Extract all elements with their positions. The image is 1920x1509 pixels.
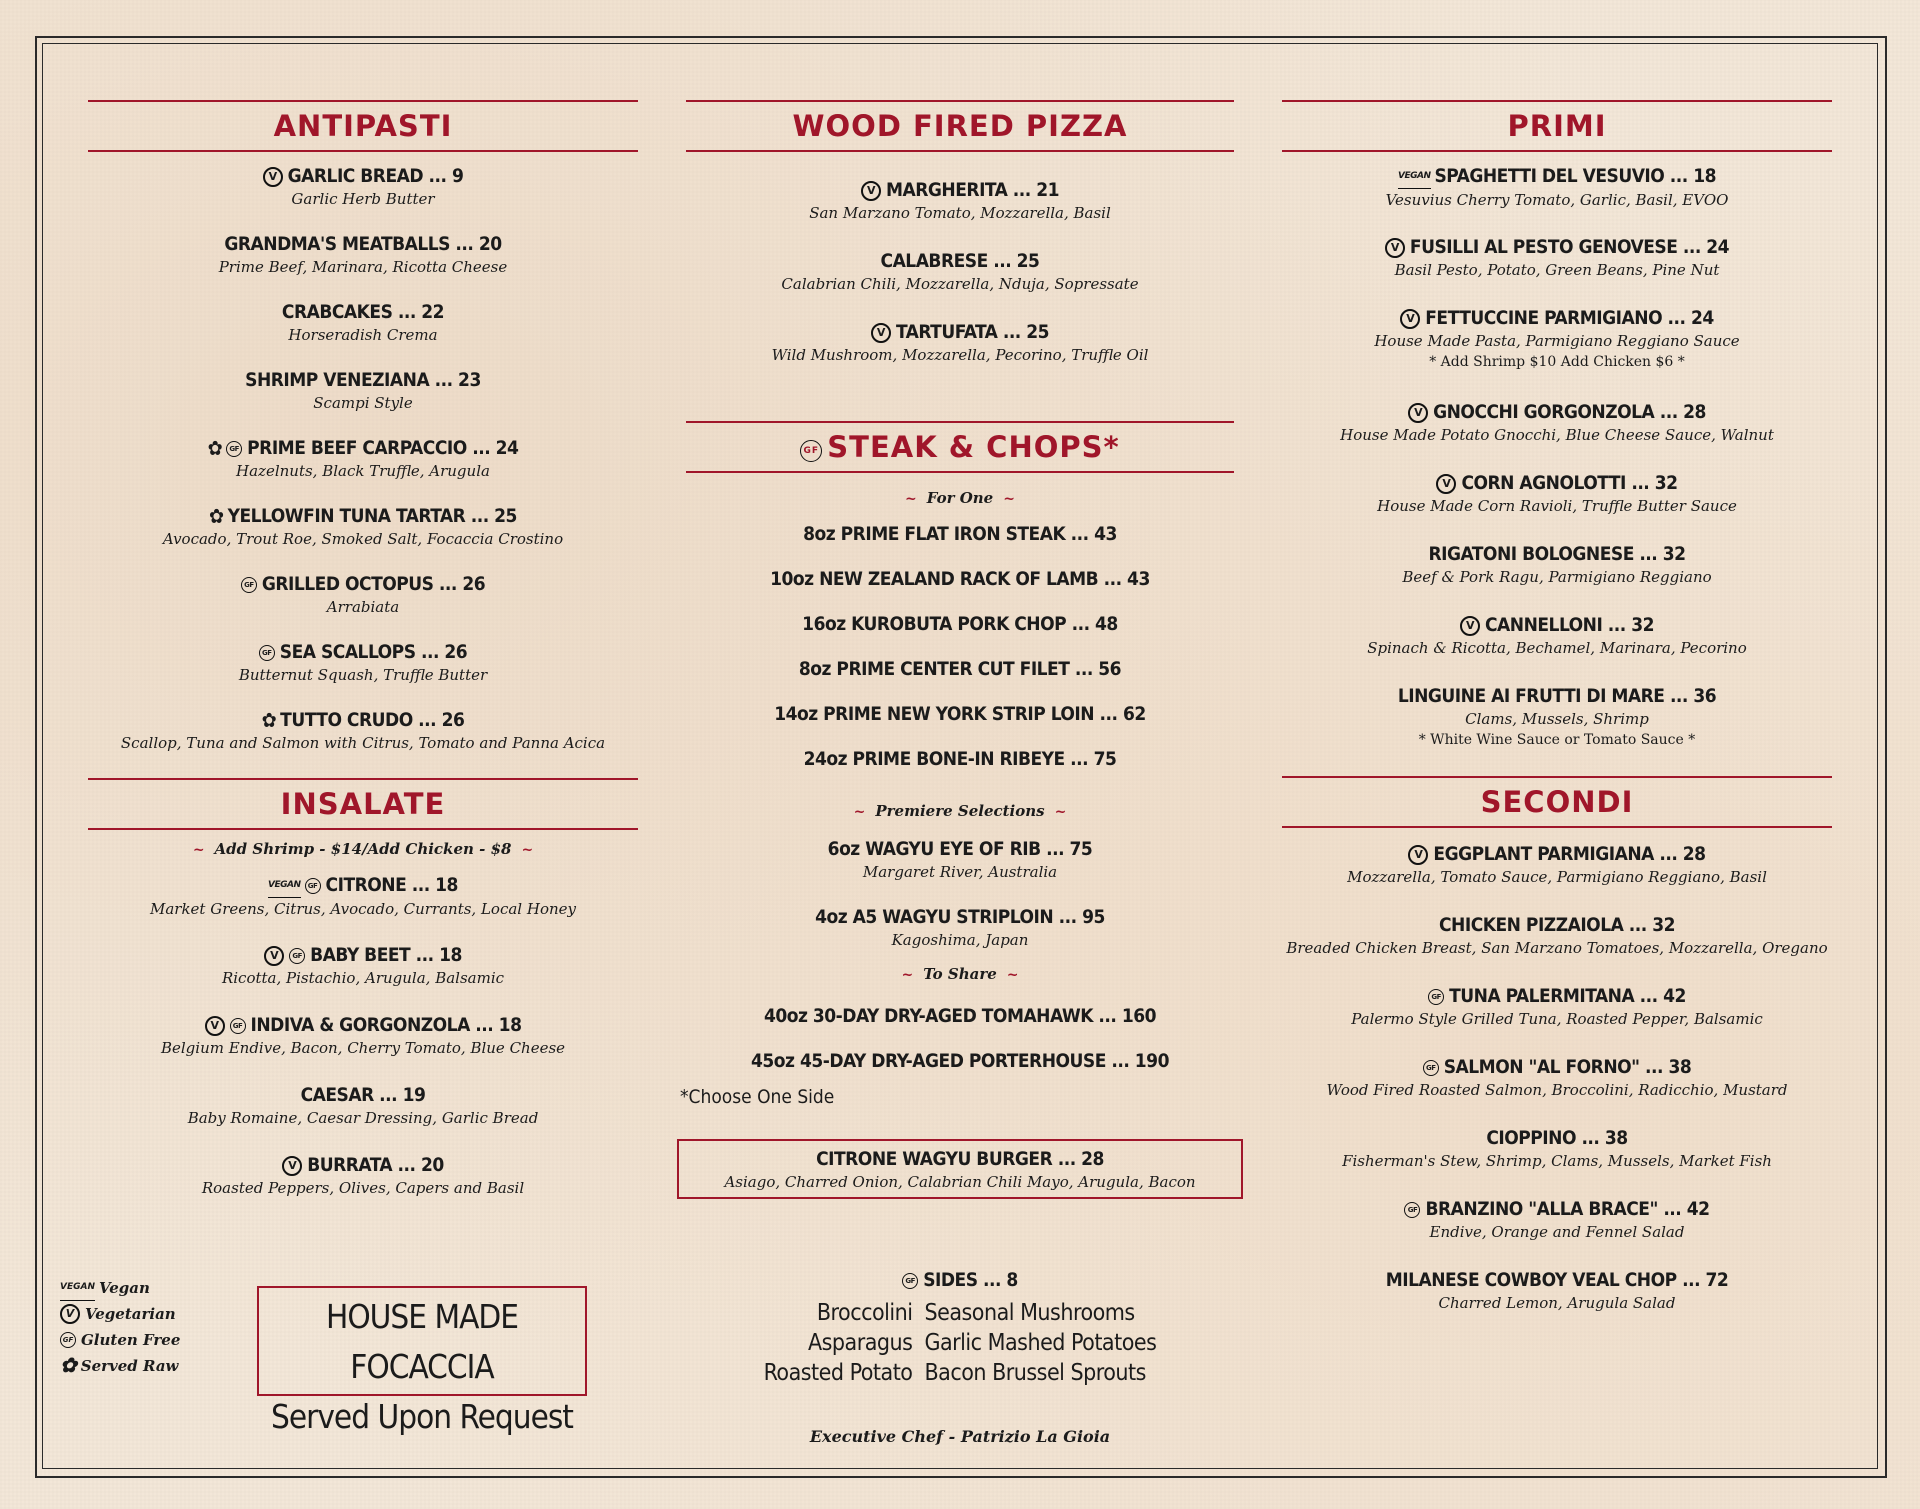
steak-header [686,421,1234,473]
left-column [88,100,638,1223]
menu-item: MILANESE COWBOY VEAL CHOP ... 72 Charred Lemon, Arugula Salad [1385,1269,1729,1312]
vegetarian-icon: V [861,181,881,201]
menu-item: GF SEA SCALLOPS ... 26 Butternut Squash, Truffle Butter [238,641,488,684]
vegetarian-icon: V [264,946,284,966]
side-item: Seasonal Mushrooms [924,1300,1135,1326]
menu-item: V TARTUFATA ... 25 Wild Mushroom, Mozzarella, Pecorino, Truffle Oil [771,321,1149,364]
menu-item: LINGUINE AI FRUTTI DI MARE ... 36 Clams, Mussels, Shrimp * White Wine Sauce or Tomato Sauce * [1397,685,1717,748]
gluten-free-icon: GF [289,948,305,964]
vegetarian-icon: V [1408,403,1428,423]
flourish-icon: ~ [1006,967,1019,983]
menu-item: CAESAR ... 19 Baby Romaine, Caesar Dressing, Garlic Bread [187,1084,539,1127]
menu-item: 10oz NEW ZEALAND RACK OF LAMB ... 43 [770,568,1150,590]
menu-item: SHRIMP VENEZIANA ... 23 Scampi Style [245,369,481,412]
menu-item: CIOPPINO ... 38 Fisherman's Stew, Shrimp, Clams, Mussels, Market Fish [1342,1127,1772,1170]
vegetarian-icon: V [1460,616,1480,636]
menu-item: V BURRATA ... 20 Roasted Peppers, Olives, Capers and Basil [201,1154,525,1197]
menu-item: 8oz PRIME FLAT IRON STEAK ... 43 [803,523,1117,545]
antipasti-title: ANTIPASTI [273,109,453,143]
flourish-icon: ~ [853,804,866,820]
menu-item: GF BRANZINO "ALLA BRACE" ... 42 Endive, Orange and Fennel Salad [1282,1197,1832,1268]
for-one-subhead: ~ For One ~ [905,489,1015,507]
menu-item: GF GRILLED OCTOPUS ... 26 Arrabiata [88,572,638,640]
primi-title: PRIMI [1507,109,1607,143]
to-share-subhead: ~ To Share ~ [901,965,1019,983]
secondi-header [1282,776,1832,828]
flourish-icon: ~ [901,967,914,983]
menu-item: 16oz KUROBUTA PORK CHOP ... 48 [802,613,1118,635]
raw-icon: ✿ [60,1353,77,1377]
gluten-free-icon: GF [226,441,242,457]
flourish-icon: ~ [905,491,917,507]
legend-vegetarian: V Vegetarian [60,1301,200,1327]
gluten-free-icon: GF [1423,1060,1439,1076]
primi-header [1282,100,1832,152]
legend-gluten-free: GF Gluten Free [60,1327,200,1353]
menu-item: V EGGPLANT PARMIGIANA ... 28 Mozzarella, Tomato Sauce, Parmigiano Reggiano, Basil [1347,843,1767,886]
raw-icon: ✿ [261,708,277,732]
menu-item: CHICKEN PIZZAIOLA ... 32 Breaded Chicken Breast, San Marzano Tomatoes, Mozzarella, Oregano [1286,914,1828,957]
menu-item: ✿ YELLOWFIN TUNA TARTAR ... 25 Avocado, Trout Roe, Smoked Salt, Focaccia Crostino [162,504,564,548]
flourish-icon: ~ [1054,804,1067,820]
vegetarian-icon: V [1408,845,1428,865]
menu-item: V MARGHERITA ... 21 San Marzano Tomato, Mozzarella, Basil [809,179,1111,222]
side-item: Broccolini [816,1300,913,1326]
side-item: Roasted Potato [763,1360,913,1386]
menu-item: V GARLIC BREAD ... 9 Garlic Herb Butter [88,164,638,232]
menu-item: V CANNELLONI ... 32 Spinach & Ricotta, Bechamel, Marinara, Pecorino [1367,614,1747,657]
vegan-icon: VEGAN [268,873,301,898]
gluten-free-icon: GF [902,1273,918,1289]
vegan-icon: VEGAN [1398,164,1431,189]
sides-section [686,1268,1234,1388]
gluten-free-icon: GF [259,645,275,661]
vegetarian-icon: V [1385,238,1405,258]
menu-item: GF SALMON "AL FORNO" ... 38 Wood Fired Roasted Salmon, Broccolini, Radicchio, Mustard [1326,1056,1788,1099]
vegetarian-icon: V [263,167,283,187]
legend-vegan: VEGAN Vegan [60,1274,200,1301]
insalate-title: INSALATE [280,787,446,821]
insalate-header [88,778,638,830]
middle-column [680,100,1234,1199]
side-item: Bacon Brussel Sprouts [924,1360,1146,1386]
vegetarian-icon: V [205,1016,225,1036]
focaccia-box: HOUSE MADE FOCACCIA Served Upon Request [257,1286,587,1396]
menu-item: V GNOCCHI GORGONZOLA ... 28 House Made Potato Gnocchi, Blue Cheese Sauce, Walnut [1340,401,1774,444]
menu-item: V GF BABY BEET ... 18 Ricotta, Pistachio, Arugula, Balsamic [221,944,505,987]
menu-item: VEGAN SPAGHETTI DEL VESUVIO ... 18 Vesuvius Cherry Tomato, Garlic, Basil, EVOO [1385,165,1729,209]
vegetarian-icon: V [282,1156,302,1176]
menu-item: ✿ TUTTO CRUDO ... 26 Scallop, Tuna and Salmon with Citrus, Tomato and Panna Acica [120,708,606,752]
side-item: Garlic Mashed Potatoes [924,1330,1157,1356]
menu-item: 45oz 45-DAY DRY-AGED PORTERHOUSE ... 190 [751,1050,1169,1072]
menu-item: V FUSILLI AL PESTO GENOVESE ... 24 Basil Pesto, Potato, Green Beans, Pine Nut [1282,235,1832,306]
antipasti-header [88,100,638,152]
premiere-subhead: ~ Premiere Selections ~ [853,802,1067,820]
gluten-free-icon: GF [241,577,257,593]
menu-item: CRABCAKES ... 22 Horseradish Crema [281,301,445,344]
burger-box: CITRONE WAGYU BURGER ... 28 Asiago, Charred Onion, Calabrian Chili Mayo, Arugula, Bacon [677,1139,1243,1199]
gluten-free-icon: GF [1428,989,1444,1005]
menu-item: GRANDMA'S MEATBALLS ... 20 Prime Beef, Marinara, Ricotta Cheese [218,233,508,276]
gluten-free-icon: GF [305,878,321,894]
vegetarian-icon: V [1436,474,1456,494]
menu-item: 8oz PRIME CENTER CUT FILET ... 56 [798,658,1122,680]
raw-icon: ✿ [207,436,223,460]
menu-item: V FETTUCCINE PARMIGIANO ... 24 House Made Pasta, Parmigiano Reggiano Sauce * Add Shrimp $10 Add Chicken $6 * [1374,307,1740,370]
vegetarian-icon: V [60,1304,80,1324]
menu-item: V CORN AGNOLOTTI ... 32 House Made Corn Ravioli, Truffle Butter Sauce [1377,472,1737,515]
gluten-free-icon: GF [60,1332,76,1348]
menu-item: V GF INDIVA & GORGONZOLA ... 18 Belgium Endive, Bacon, Cherry Tomato, Blue Cheese [160,1014,566,1057]
menu-item: 6oz WAGYU EYE OF RIB ... 75 Margaret River, Australia [827,838,1093,881]
gluten-free-icon: GF [1404,1202,1420,1218]
legend-raw: ✿ Served Raw [60,1353,179,1377]
steak-title: STEAK & CHOPS* [827,430,1120,464]
menu-item: CALABRESE ... 25 Calabrian Chili, Mozzarella, Nduja, Sopressate [781,250,1139,293]
raw-icon: ✿ [209,504,224,528]
insalate-subhead: ~ Add Shrimp - $14/Add Chicken - $8 ~ [192,840,534,858]
menu-item: 14oz PRIME NEW YORK STRIP LOIN ... 62 [774,703,1146,725]
sides-title: SIDES ... 8 [923,1269,1018,1291]
side-item: Asparagus [807,1330,913,1356]
menu-item: 40oz 30-DAY DRY-AGED TOMAHAWK ... 160 [763,1005,1157,1027]
pizza-header [686,100,1234,152]
executive-chef-credit: Executive Chef - Patrizio La Gioia [809,1427,1111,1446]
flourish-icon: ~ [1003,491,1015,507]
menu-item: RIGATONI BOLOGNESE ... 32 Beef & Pork Ragu, Parmigiano Reggiano [1402,543,1712,586]
menu-item: 24oz PRIME BONE-IN RIBEYE ... 75 [803,748,1117,770]
vegetarian-icon: V [871,323,891,343]
secondi-title: SECONDI [1480,785,1634,819]
menu-item: ✿ GF PRIME BEEF CARPACCIO ... 24 Hazelnuts, Black Truffle, Arugula [207,436,519,480]
gluten-free-icon: GF [800,440,822,462]
pizza-title: WOOD FIRED PIZZA [792,109,1128,143]
gluten-free-icon: GF [230,1018,246,1034]
vegan-icon: VEGAN [60,1274,95,1301]
flourish-icon: ~ [521,842,534,858]
choose-side-note: *Choose One Side [680,1086,835,1108]
flourish-icon: ~ [192,842,205,858]
menu-item: 4oz A5 WAGYU STRIPLOIN ... 95 Kagoshima, Japan [815,906,1105,949]
menu-item: GF TUNA PALERMITANA ... 42 Palermo Style Grilled Tuna, Roasted Pepper, Balsamic [1351,985,1763,1028]
right-column [1282,100,1832,1339]
dietary-legend [60,1274,200,1379]
menu-item: VEGAN GF CITRONE ... 18 Market Greens, Citrus, Avocado, Currants, Local Honey [149,874,576,918]
vegetarian-icon: V [1400,309,1420,329]
